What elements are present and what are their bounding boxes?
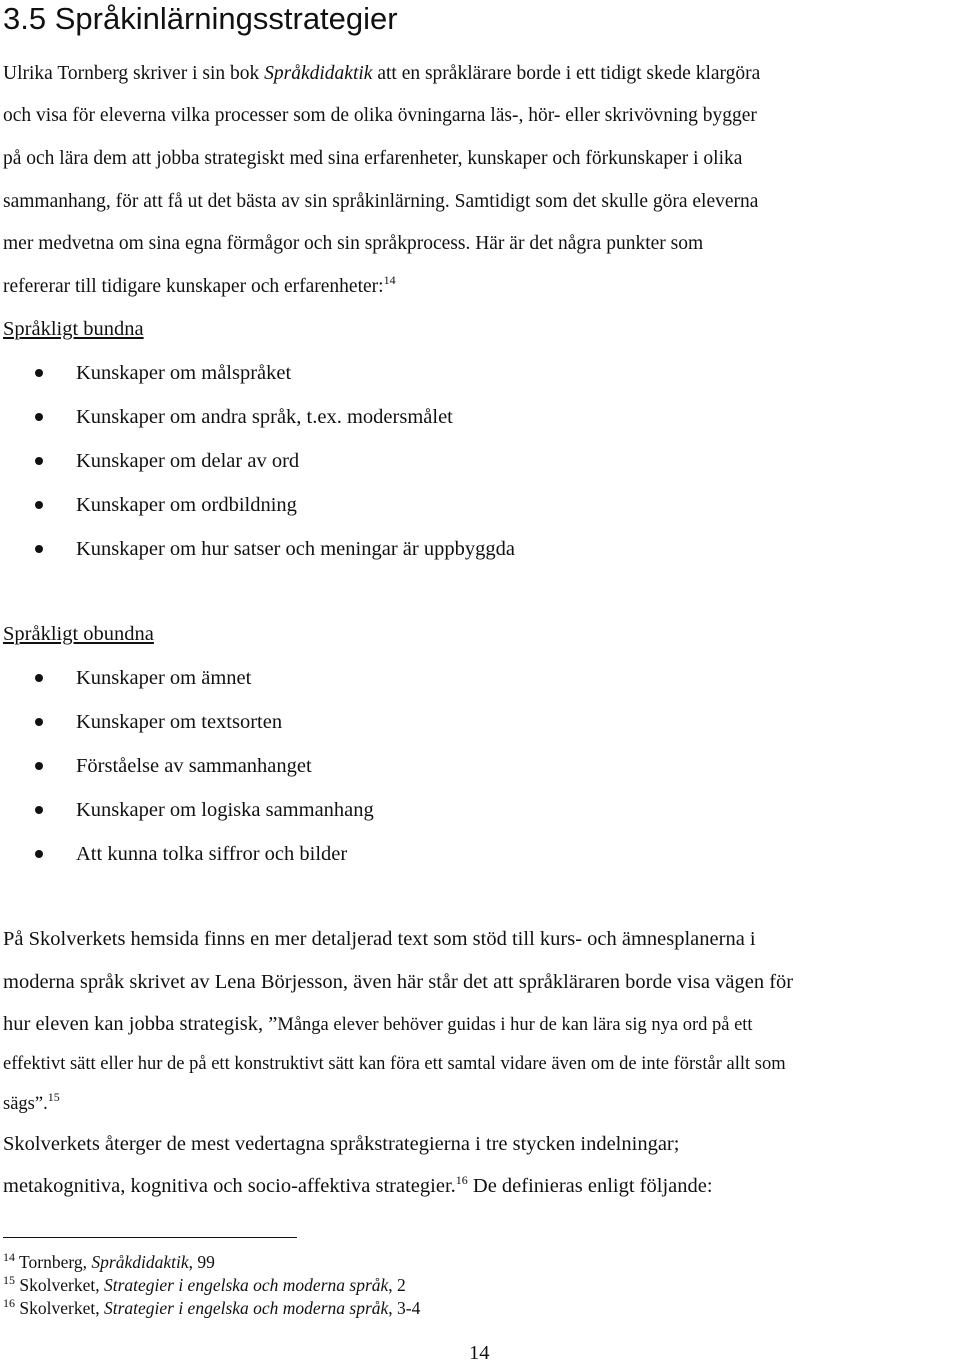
bullet-icon (35, 762, 43, 770)
bullet-icon (35, 718, 43, 726)
intro-line-2: och visa för eleverna vilka processer som de olika övningarna läs-, hör- eller skrivövning bygger (3, 105, 757, 126)
intro-line-3: på och lära dem att jobba strategiskt med sina erfarenheter, kunskaper och förkunskaper i olika (3, 148, 743, 169)
quote-text: sägs (3, 1094, 35, 1114)
footnote-ref: 15 (47, 1090, 60, 1104)
intro-line-6 (3, 275, 396, 299)
unbound-item: Kunskaper om ämnet (76, 667, 252, 689)
body-text: hur eleven kan jobba strategisk, ” (3, 1013, 278, 1035)
unbound-item: Att kunna tolka siffror och bilder (76, 843, 348, 865)
bullet-icon (35, 369, 43, 377)
bullet-icon (35, 850, 43, 858)
unbound-item: Kunskaper om textsorten (76, 711, 283, 733)
footnote-text: Skolverket, (15, 1298, 104, 1318)
bullet-icon (35, 674, 43, 682)
bound-item: Kunskaper om andra språk, t.ex. modersmålet (76, 406, 453, 428)
footnote-text: , 99 (188, 1252, 215, 1272)
footnote-ref: 16 (455, 1173, 468, 1187)
footnote-divider (3, 1237, 297, 1238)
intro-line-1 (3, 62, 760, 86)
footnote-title: Strategier i engelska och moderna språk (103, 1298, 389, 1318)
bound-item: Kunskaper om målspråket (76, 362, 292, 384)
intro-line-5: mer medvetna om sina egna förmågor och sin språkprocess. Här är det några punkter som (3, 233, 704, 254)
bound-item: Kunskaper om hur satser och meningar är uppbyggda (76, 538, 515, 560)
footnote-title: Strategier i engelska och moderna språk (103, 1275, 389, 1295)
body-line-2: moderna språk skrivet av Lena Börjesson, även här står det att språkläraren borde visa vägen för (3, 971, 794, 993)
body-line-6: Skolverkets återger de mest vedertagna språkstrategierna i tre stycken indelningar; (3, 1133, 680, 1155)
footnote (3, 1274, 406, 1296)
unbound-title: Språkligt obundna (3, 623, 154, 645)
bullet-icon (35, 545, 43, 553)
book-title: Språkdidaktik (264, 63, 373, 84)
body-text: metakognitiva, kognitiva och socio-affektiva strategier. (3, 1175, 456, 1197)
footnote-title: Språkdidaktik (91, 1252, 189, 1272)
body-line-3 (3, 1012, 753, 1037)
quote-text: Många elever behöver guidas i hur de kan lära sig nya ord på ett (277, 1015, 753, 1035)
bullet-icon (35, 806, 43, 814)
unbound-item: Kunskaper om logiska sammanhang (76, 799, 374, 821)
footnote-text: , 2 (388, 1275, 406, 1295)
footnote-number: 15 (3, 1273, 15, 1287)
footnote-ref: 14 (383, 273, 396, 287)
intro-line-4: sammanhang, för att få ut det bästa av sin språkinlärning. Samtidigt som det skulle göra eleverna (3, 191, 759, 212)
footnote-text: Skolverket, (15, 1275, 104, 1295)
page-number: 14 (469, 1342, 490, 1364)
body-text: De definieras enligt följande: (467, 1175, 713, 1197)
footnote-text: , 3-4 (388, 1298, 421, 1318)
bound-title: Språkligt bundna (3, 318, 144, 340)
footnote-text: Tornberg, (15, 1252, 92, 1272)
section-heading: 3.5 Språkinlärningsstrategier (3, 1, 398, 36)
body-text: ”. (34, 1094, 48, 1114)
unbound-item: Förståelse av sammanhanget (76, 755, 312, 777)
bullet-icon (35, 501, 43, 509)
body-line-7 (3, 1174, 713, 1198)
body-line-5 (3, 1092, 60, 1116)
footnote-number: 14 (3, 1250, 15, 1264)
body-line-1: På Skolverkets hemsida finns en mer detaljerad text som stöd till kurs- och ämnesplanerna i (3, 928, 756, 950)
intro-text: refererar till tidigare kunskaper och erfarenheter: (3, 276, 384, 297)
bullet-icon (35, 457, 43, 465)
bound-item: Kunskaper om delar av ord (76, 450, 300, 472)
body-line-4: effektivt sätt eller hur de på ett konstruktivt sätt kan föra ett samtal vidare även om de inte förstår allt som (3, 1054, 786, 1074)
bound-item: Kunskaper om ordbildning (76, 494, 297, 516)
footnote (3, 1251, 215, 1273)
intro-text: Ulrika Tornberg skriver i sin bok (3, 63, 265, 84)
bullet-icon (35, 413, 43, 421)
footnote (3, 1297, 420, 1319)
intro-text: att en språklärare borde i ett tidigt skede klargöra (372, 63, 761, 84)
footnote-number: 16 (3, 1296, 15, 1310)
